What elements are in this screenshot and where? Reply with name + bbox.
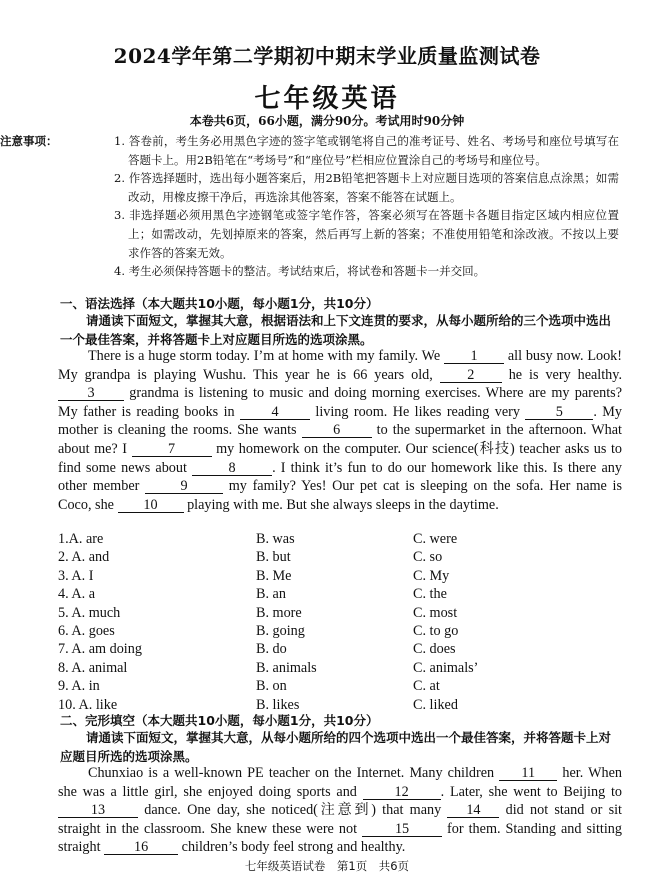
- option-b: B. was: [256, 531, 295, 547]
- option-c: C. liked: [413, 696, 458, 713]
- option-b: B. Me: [256, 567, 292, 584]
- option-a: 3. A. I: [58, 567, 94, 584]
- passage-text: grandma is listening to music and doing morning exercises. Where are my parents? My father is reading books in: [58, 385, 622, 420]
- option-c: C. My: [413, 567, 450, 584]
- blank-5: 5: [525, 405, 593, 420]
- option-c: C. does: [413, 641, 456, 658]
- exam-title: 2024学年第二学期初中期末学业质量监测试卷: [113, 44, 541, 68]
- passage-text: all busy now. Look! My grandpa is playing Wushu. This year he is 66 years old,: [58, 348, 622, 383]
- passage-text: . My mother is cleaning the rooms. She wants: [58, 403, 622, 439]
- passage-text: her. When she was a little girl, she enjoyed doing sports and: [58, 765, 622, 800]
- note-item: 2. 作答选择题时，选出每小题答案后，用2B铅笔把答题卡上对应题目选项的答案信息点涂黑；如需改动，用橡皮擦干净后，再选涂其他答案，答案不能答在试题上。: [114, 171, 619, 204]
- option-b: B. likes: [256, 696, 300, 713]
- blank-2: 2: [440, 368, 502, 383]
- option-a: 7. A. am doing: [58, 641, 142, 658]
- passage-text: my family? Yes! Our pet cat is sleeping on the sofa. Her name is Coco, she: [58, 478, 622, 513]
- section1-heading: 一、语法选择（本大题共10小题，每小题1分，共10分）: [60, 296, 379, 311]
- notes-block: [0, 132, 631, 281]
- option-c: C. so: [413, 549, 443, 566]
- passage-text: to the supermarket in the afternoon. What about me? I: [58, 422, 623, 457]
- section1-options: [58, 530, 618, 714]
- option-row: [58, 585, 618, 603]
- option-c: C. at: [413, 678, 440, 695]
- option-a: 8. A. animal: [58, 659, 128, 676]
- option-b: B. do: [256, 641, 287, 658]
- note-item: 1. 答卷前，考生务必用黑色字迹的签字笔或钢笔将自己的准考证号、姓名、考场号和座位号填写在答题卡上。用2B铅笔在“考场号”和“座位号”栏相应位置涂自己的考场号和座位号。: [114, 134, 619, 167]
- option-a: 10. A. like: [58, 696, 118, 713]
- option-row: [58, 567, 618, 585]
- option-b: B. on: [256, 678, 287, 695]
- option-c: C. animals’: [413, 659, 479, 676]
- option-c: C. most: [413, 604, 458, 621]
- passage-text: dance. One day, she noticed(注意到) that many: [138, 802, 448, 819]
- blank-8: 8: [192, 461, 272, 476]
- option-row: [58, 530, 618, 548]
- passage-text: Chunxiao is a well-known PE teacher on the Internet. Many children: [88, 765, 500, 781]
- blank-9: 9: [145, 479, 223, 494]
- passage-text: did not stand or sit straight in the classroom. She knew these were not: [58, 802, 622, 837]
- exam-info: 本卷共6页，66小题，满分90分。考试用时90分钟: [189, 114, 465, 128]
- blank-11: 11: [499, 766, 557, 781]
- option-row: [58, 640, 618, 658]
- blank-4: 4: [240, 405, 310, 420]
- option-a: 6. A. goes: [58, 622, 115, 639]
- blank-6: 6: [302, 423, 372, 438]
- passage-text: . I think it’s fun to do our homework like this. Is there any other member: [58, 459, 622, 495]
- section1-instruction: 请通读下面短文，掌握其大意，根据语法和上下文连贯的要求，从每小题所给的三个选项中选出一个最佳答案，并将答题卡上对应题目所选的选项涂黑。: [60, 313, 612, 347]
- passage-text: for them. Standing and sitting straight: [58, 820, 622, 856]
- passage-text: There is a huge storm today. I’m at home with my family. We: [88, 348, 445, 364]
- blank-16: 16: [104, 840, 178, 855]
- option-a: 9. A. in: [58, 678, 100, 695]
- passage-text: my homework on the computer. Our science(科技) teacher asks us to find some news about: [58, 440, 622, 476]
- passage-text: living room. He likes reading very: [310, 403, 526, 420]
- section1-passage: [58, 347, 622, 514]
- blank-3: 3: [58, 386, 124, 401]
- notes-label: 注意事项：: [0, 134, 58, 148]
- passage-text: he is very healthy.: [501, 366, 622, 383]
- note-item: 4. 考生必须保持答题卡的整洁。考试结束后，将试卷和答题卡一并交回。: [114, 264, 486, 279]
- option-a: 5. A. much: [58, 604, 121, 621]
- blank-12: 12: [363, 785, 441, 800]
- option-b: B. an: [256, 586, 286, 603]
- option-row: [58, 622, 618, 640]
- blank-15: 15: [362, 822, 442, 837]
- passage-text: children’s body feel strong and healthy.: [178, 839, 406, 856]
- option-b: B. animals: [256, 659, 317, 676]
- option-row: [58, 659, 618, 677]
- option-a: 1.A. are: [58, 531, 104, 547]
- option-b: B. going: [256, 622, 305, 639]
- blank-10: 10: [118, 498, 184, 513]
- section2-heading: 二、完形填空（本大题共10小题，每小题1分，共10分）: [60, 713, 379, 728]
- option-row: [58, 548, 618, 566]
- option-c: C. were: [413, 531, 458, 547]
- option-a: 2. A. and: [58, 549, 110, 566]
- passage-text: . Later, she went to Beijing to: [440, 783, 622, 800]
- note-item: 3. 非选择题必须用黑色字迹钢笔或签字笔作答，答案必须写在答题卡各题目指定区域内相应位置上；如需改动，先划掉原来的答案，然后再写上新的答案；不准使用铅笔和涂改液。不按以上要求作答的答案无效。: [114, 208, 619, 260]
- option-c: C. to go: [413, 622, 459, 639]
- option-row: [58, 677, 618, 695]
- subject-title: 七年级英语: [254, 84, 400, 114]
- section2-instruction: 请通读下面短文，掌握其大意，从每小题所给的四个选项中选出一个最佳答案，并将答题卡上对应题目所选的选项涂黑。: [60, 730, 612, 764]
- option-b: B. but: [256, 549, 291, 566]
- blank-7: 7: [132, 442, 212, 457]
- option-row: [58, 604, 618, 622]
- section2-passage: [58, 764, 622, 857]
- option-c: C. the: [413, 586, 447, 603]
- blank-14: 14: [447, 803, 499, 818]
- blank-1: 1: [444, 349, 504, 364]
- option-b: B. more: [256, 604, 302, 621]
- passage-text: playing with me. But she always sleeps in the daytime.: [183, 496, 499, 513]
- blank-13: 13: [58, 803, 138, 818]
- page-footer: 七年级英语试卷 第1页 共6页: [244, 859, 410, 873]
- option-a: 4. A. a: [58, 586, 96, 603]
